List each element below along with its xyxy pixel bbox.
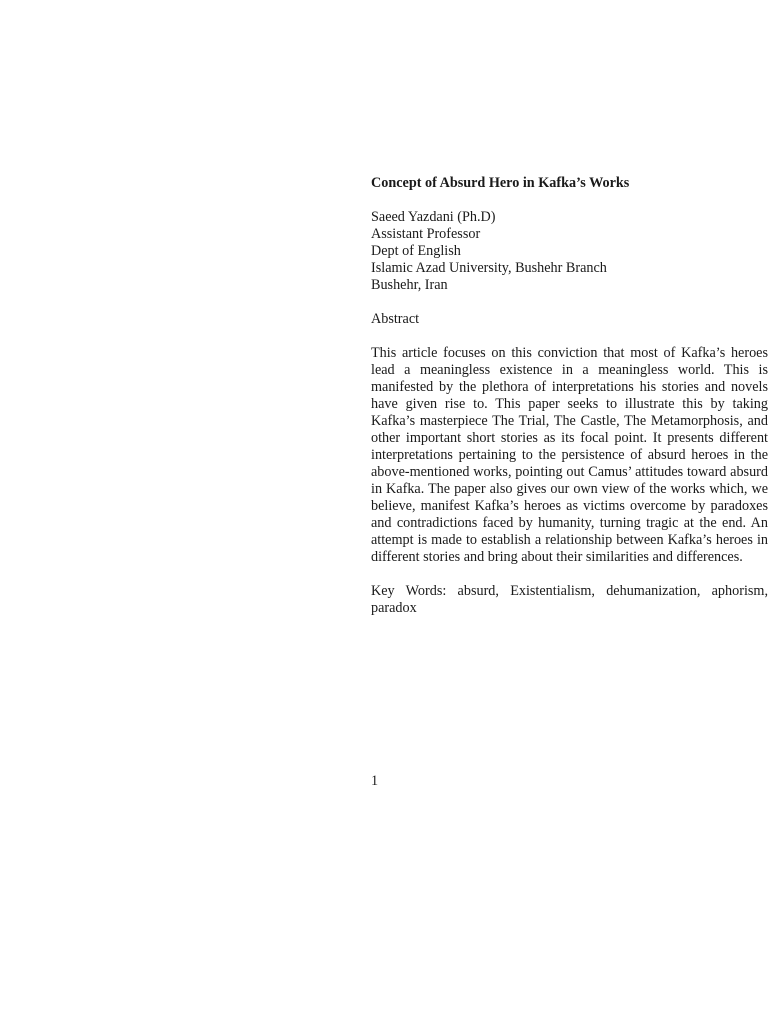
paper-content <box>371 175 768 617</box>
author-position: Assistant Professor <box>371 226 481 242</box>
author-institution: Islamic Azad University, Bushehr Branch <box>371 260 607 276</box>
abstract-text: This article focuses on this conviction that most of Kafka’s heroes lead a meaningless existence in a meaningless world. This is manifested by the plethora of interpretations his stories and novels have given rise to. This paper seeks to illustrate this by taking Kafka’s masterpiece The Trial, The Castle, The Metamorphosis, and other important short stories as its focal point. It presents different interpretations pertaining to the persistence of absurd heroes in the above-mentioned works, pointing out Camus’ attitudes toward absurd in Kafka. The paper also gives our own view of the works which, we believe, manifest Kafka’s heroes as victims overcome by paradoxes and contradictions faced by humanity, turning tragic at the end. An attempt is made to establish a relationship between Kafka’s heroes in different stories and bring about their similarities and differences. <box>371 345 768 565</box>
keywords: Key Words: absurd, Existentialism, dehumanization, aphorism, paradox <box>371 583 768 616</box>
author-name: Saeed Yazdani (Ph.D) <box>371 209 496 225</box>
author-location: Bushehr, Iran <box>371 277 448 293</box>
paper-title: Concept of Absurd Hero in Kafka’s Works <box>371 175 630 191</box>
page-number: 1 <box>371 773 379 789</box>
abstract-heading: Abstract <box>371 311 420 327</box>
author-department: Dept of English <box>371 243 461 259</box>
author-block <box>371 209 768 294</box>
